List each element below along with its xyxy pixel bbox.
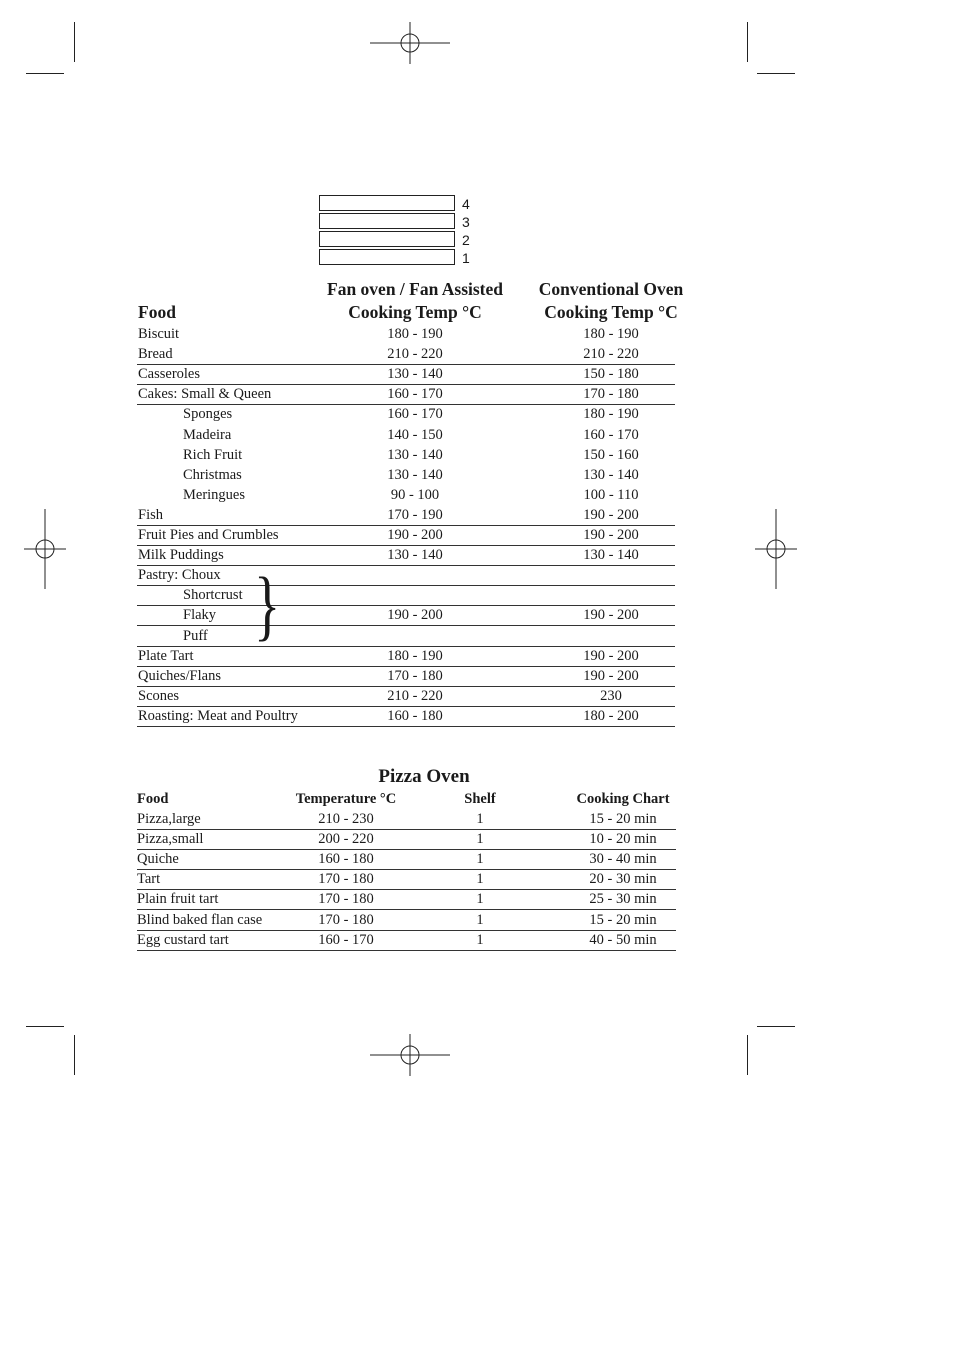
registration-mark-bottom <box>370 1034 450 1076</box>
crop-mark-bottom-right-h <box>757 1026 795 1027</box>
crop-mark-bottom-left-v <box>74 1035 75 1075</box>
pizza-temp-cell: 170 - 180 <box>318 911 374 928</box>
pizza-header-temp: Temperature °C <box>295 791 397 807</box>
pizza-time-cell: 15 - 20 min <box>589 911 657 928</box>
table-row <box>137 505 675 526</box>
pizza-time-cell: 10 - 20 min <box>589 831 657 848</box>
fan-temp-cell: 140 - 150 <box>387 426 443 443</box>
pizza-temp-cell: 200 - 220 <box>318 831 374 848</box>
food-cell: Puff <box>183 627 208 644</box>
conventional-temp-cell: 180 - 190 <box>583 406 639 423</box>
fan-temp-cell: 180 - 190 <box>387 647 443 664</box>
pizza-header-shelf: Shelf <box>464 791 496 807</box>
table-row <box>137 404 675 424</box>
table-row <box>137 869 676 890</box>
conventional-temp-cell: 190 - 200 <box>583 506 639 523</box>
pizza-shelf-cell: 1 <box>476 811 484 827</box>
pizza-shelf-cell: 1 <box>476 871 484 888</box>
pizza-time-cell: 25 - 30 min <box>589 891 657 908</box>
table-row <box>137 545 675 566</box>
conventional-temp-cell: 180 - 200 <box>583 707 639 724</box>
pizza-temp-cell: 160 - 170 <box>318 931 374 948</box>
table-row <box>137 425 675 445</box>
conventional-temp-cell: 170 - 180 <box>583 386 639 403</box>
conventional-temp-cell: 190 - 200 <box>583 607 639 624</box>
food-cell: Plate Tart <box>138 647 194 664</box>
fan-temp-cell: 160 - 170 <box>387 386 443 403</box>
conventional-temp-cell: 150 - 160 <box>583 446 639 463</box>
table-row <box>137 849 676 870</box>
food-cell: Fish <box>138 506 163 523</box>
fan-temp-cell: 210 - 220 <box>387 687 443 704</box>
pizza-food-cell: Tart <box>137 871 161 888</box>
table-row <box>137 525 675 546</box>
pizza-temp-cell: 170 - 180 <box>318 891 374 908</box>
pizza-food-cell: Pizza,large <box>137 811 201 827</box>
pizza-oven-title: Pizza Oven <box>378 766 470 787</box>
conventional-temp-cell: 150 - 180 <box>583 366 639 383</box>
food-cell: Biscuit <box>138 326 180 342</box>
pizza-temp-cell: 170 - 180 <box>318 871 374 888</box>
crop-mark-top-left-v <box>74 22 75 62</box>
table-row <box>137 565 675 586</box>
food-cell: Pastry: Choux <box>138 567 221 584</box>
pizza-shelf-cell: 1 <box>476 911 484 928</box>
table-row <box>137 384 675 405</box>
food-cell: Meringues <box>183 486 246 503</box>
crop-mark-bottom-left-h <box>26 1026 64 1027</box>
pizza-header-row <box>137 789 676 809</box>
conventional-temp-cell: 130 - 140 <box>583 547 639 564</box>
fan-temp-cell: 130 - 140 <box>387 466 443 483</box>
food-cell: Christmas <box>183 466 242 483</box>
food-cell: Bread <box>138 346 173 363</box>
food-cell: Flaky <box>183 607 217 624</box>
pizza-food-cell: Egg custard tart <box>137 931 229 948</box>
crop-mark-bottom-right-v <box>747 1035 748 1075</box>
conventional-temp-cell: 230 <box>600 687 622 704</box>
fan-temp-cell: 160 - 170 <box>387 406 443 423</box>
registration-mark-top <box>370 22 450 64</box>
shelf-number: 4 <box>462 196 470 212</box>
table-row <box>137 646 675 667</box>
shelf-2 <box>319 231 455 247</box>
food-cell: Milk Puddings <box>138 547 224 564</box>
crop-mark-top-right-h <box>757 73 795 74</box>
conventional-temp-cell: 160 - 170 <box>583 426 639 443</box>
conventional-temp-cell: 130 - 140 <box>583 466 639 483</box>
food-cell: Shortcrust <box>183 587 243 604</box>
food-cell: Scones <box>138 687 180 704</box>
conventional-temp-cell: 190 - 200 <box>583 647 639 664</box>
conventional-temp-cell: 190 - 200 <box>583 667 639 684</box>
pizza-temp-cell: 210 - 230 <box>318 811 374 827</box>
shelf-4 <box>319 195 455 211</box>
table-row <box>137 809 676 830</box>
table-row <box>137 889 676 910</box>
pizza-header-chart: Cooking Chart <box>576 791 670 807</box>
shelf-number: 3 <box>462 214 470 230</box>
food-cell: Roasting: Meat and Poultry <box>138 707 298 724</box>
shelf-1 <box>319 249 455 265</box>
table-row <box>137 324 675 344</box>
fan-temp-cell: 160 - 180 <box>387 707 443 724</box>
food-cell: Casseroles <box>138 366 201 383</box>
fan-temp-cell: 210 - 220 <box>387 346 443 363</box>
pizza-shelf-cell: 1 <box>476 931 484 948</box>
pizza-food-cell: Blind baked flan case <box>137 911 263 928</box>
table-row <box>137 686 675 707</box>
conventional-temp-cell: 100 - 110 <box>583 486 639 503</box>
fan-temp-cell: 170 - 180 <box>387 667 443 684</box>
table-row <box>137 706 675 727</box>
pastry-brace: } <box>254 561 281 648</box>
food-cell: Rich Fruit <box>183 446 243 463</box>
pizza-food-cell: Quiche <box>137 851 179 868</box>
header-fan-line2: Cooking Temp °C <box>348 302 482 322</box>
conventional-temp-cell: 190 - 200 <box>583 527 639 543</box>
fan-temp-cell: 190 - 200 <box>387 527 443 543</box>
pizza-shelf-cell: 1 <box>476 891 484 908</box>
pizza-food-cell: Pizza,small <box>137 831 204 848</box>
conventional-temp-cell: 180 - 190 <box>583 326 639 342</box>
pizza-time-cell: 30 - 40 min <box>589 851 657 868</box>
food-cell: Quiches/Flans <box>138 667 221 684</box>
header-conv-line1: Conventional Oven <box>538 279 684 299</box>
registration-mark-left <box>24 509 66 589</box>
shelf-position-diagram <box>319 195 479 265</box>
header-food: Food <box>138 302 176 322</box>
table-row <box>137 485 675 505</box>
table-row <box>137 364 675 385</box>
fan-temp-cell: 90 - 100 <box>390 486 440 503</box>
food-cell: Sponges <box>183 406 233 423</box>
shelf-number: 1 <box>462 250 470 266</box>
registration-mark-right <box>755 509 797 589</box>
table-row <box>137 465 675 485</box>
pizza-shelf-cell: 1 <box>476 851 484 868</box>
table-row <box>137 910 676 931</box>
pizza-header-food: Food <box>137 791 169 807</box>
fan-temp-cell: 130 - 140 <box>387 446 443 463</box>
crop-mark-top-left-h <box>26 73 64 74</box>
header-fan-line1: Fan oven / Fan Assisted <box>327 279 503 299</box>
table-row <box>137 666 675 687</box>
pizza-temp-cell: 160 - 180 <box>318 851 374 868</box>
shelf-number: 2 <box>462 232 470 248</box>
pizza-shelf-cell: 1 <box>476 831 484 848</box>
table-row <box>137 344 675 365</box>
crop-mark-top-right-v <box>747 22 748 62</box>
table-row <box>137 445 675 465</box>
shelf-3 <box>319 213 455 229</box>
fan-temp-cell: 190 - 200 <box>387 607 443 624</box>
table-row <box>137 930 676 951</box>
food-cell: Fruit Pies and Crumbles <box>138 527 279 543</box>
pizza-food-cell: Plain fruit tart <box>137 891 219 908</box>
table-row <box>137 626 675 647</box>
header-conv-line2: Cooking Temp °C <box>544 302 678 322</box>
fan-temp-cell: 180 - 190 <box>387 326 443 342</box>
fan-temp-cell: 130 - 140 <box>387 366 443 383</box>
food-cell: Cakes: Small & Queen <box>138 386 272 403</box>
fan-temp-cell: 130 - 140 <box>387 547 443 564</box>
pizza-time-cell: 15 - 20 min <box>589 811 657 827</box>
food-cell: Madeira <box>183 426 232 443</box>
table-row <box>137 585 675 606</box>
table-row <box>137 829 676 850</box>
pizza-time-cell: 20 - 30 min <box>589 871 657 888</box>
table-row <box>137 605 675 626</box>
conventional-temp-cell: 210 - 220 <box>583 346 639 363</box>
pizza-time-cell: 40 - 50 min <box>589 931 657 948</box>
fan-temp-cell: 170 - 190 <box>387 506 443 523</box>
